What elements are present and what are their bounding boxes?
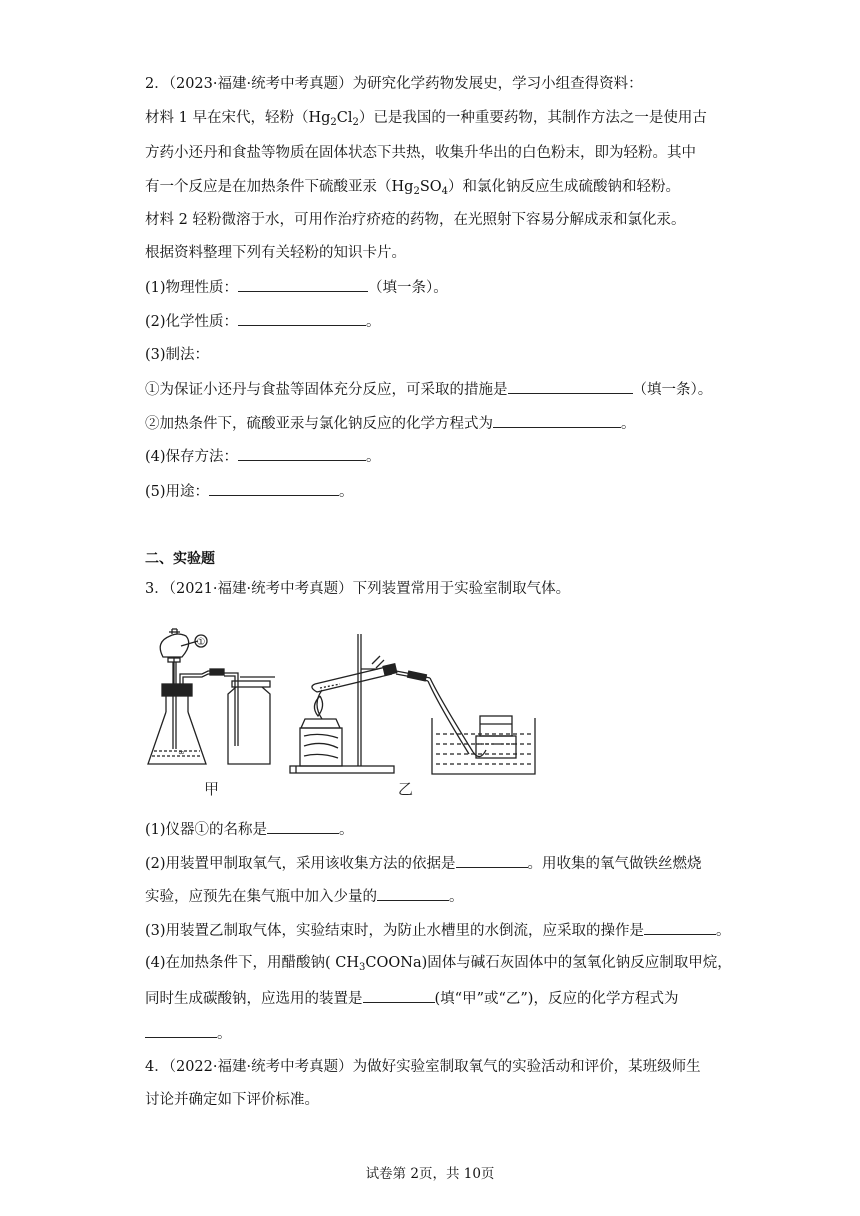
q2-material1-line3: 有一个反应是在加热条件下硫酸亚汞$(Hg_2SO_4)$和氯化钠反应生成硫酸钠和轻粉。: [145, 179, 681, 197]
answer-blank[interactable]: [238, 276, 368, 292]
q2-item-3-2: ②加热条件下，硫酸亚汞与氯化钠反应的化学方程式为 。: [145, 412, 636, 434]
q3-item-4-line2: 同时生成碳酸钠，应选用的装置是 (填“甲”或“乙”)，反应的化学方程式为: [145, 987, 678, 1009]
q2-material2: 材料 2 轻粉微溶于水，可用作治疗疥疮的药物，在光照射下容易分解成汞和氯化汞。: [145, 212, 686, 228]
q3-item-2-line1: (2)用装置甲制取氧气，采用该收集方法的依据是 。用收集的氧气做铁丝燃烧: [145, 852, 702, 874]
q2-item-3: (3)制法：: [145, 347, 210, 363]
q2-material1-line1: 材料 1 早在宋代，轻粉$(Hg_2Cl_2)$已是我国的一种重要药物，其制作方法之一是使用古: [145, 110, 707, 128]
q3-item-1: (1)仪器①的名称是 。: [145, 818, 354, 840]
section-title: 二、实验题: [145, 551, 215, 567]
q2-item-4: (4)保存方法： 。: [145, 445, 381, 467]
q2-item-2: (2)化学性质： 。: [145, 310, 381, 332]
answer-blank[interactable]: [267, 818, 339, 834]
answer-blank[interactable]: [377, 885, 449, 901]
answer-blank[interactable]: [456, 852, 528, 868]
q3-item-3: (3)用装置乙制取气体，实验结束时，为防止水槽里的水倒流，应采取的操作是 。: [145, 919, 731, 941]
q3-item-2-line2: 实验，应预先在集气瓶中加入少量的 。: [145, 885, 464, 907]
q2-summary: 根据资料整理下列有关轻粉的知识卡片。: [145, 245, 406, 261]
q2-intro: 2．（2023·福建·统考中考真题）为研究化学药物发展史，学习小组查得资料：: [145, 76, 643, 92]
lab-apparatus-diagram: [140, 624, 720, 799]
label-jia: 甲: [204, 780, 220, 798]
answer-blank[interactable]: [238, 310, 366, 326]
answer-blank[interactable]: [238, 445, 366, 461]
q2-item-3-1: ①为保证小还丹与食盐等固体充分反应，可采取的措施是 （填一条）。: [145, 378, 712, 400]
apparatus-jia: [148, 629, 275, 764]
label-yi: 乙: [398, 780, 414, 798]
marker-1: ①: [196, 637, 206, 648]
q4-line1: 4．（2022·福建·统考中考真题）为做好实验室制取氧气的实验活动和评价，某班级师生: [145, 1059, 701, 1075]
q3-intro: 3．（2021·福建·统考中考真题）下列装置常用于实验室制取气体。: [145, 581, 571, 597]
answer-blank[interactable]: [145, 1022, 217, 1038]
answer-blank[interactable]: [508, 378, 633, 394]
q2-item-5: (5)用途： 。: [145, 480, 354, 502]
answer-blank[interactable]: [363, 987, 435, 1003]
apparatus-yi: [290, 634, 535, 774]
q4-line2: 讨论并确定如下评价标准。: [145, 1092, 319, 1108]
svg-text:∞: ∞: [178, 748, 185, 757]
answer-blank[interactable]: [493, 412, 621, 428]
q3-item-4-line3: 。: [145, 1022, 232, 1044]
q3-item-4-line1: (4)在加热条件下，用醋酸钠( $CH_3COONa$)固体与碱石灰固体中的氢氧化钠反应制取甲烷，: [145, 955, 732, 973]
page-footer: 试卷第 2页，共 10页: [365, 1166, 495, 1182]
answer-blank[interactable]: [209, 480, 339, 496]
answer-blank[interactable]: [644, 919, 716, 935]
q2-item-1: (1)物理性质： （填一条）。: [145, 276, 448, 298]
q2-material1-line2: 方药小还丹和食盐等物质在固体状态下共热，收集升华出的白色粉末，即为轻粉。其中: [145, 145, 696, 161]
